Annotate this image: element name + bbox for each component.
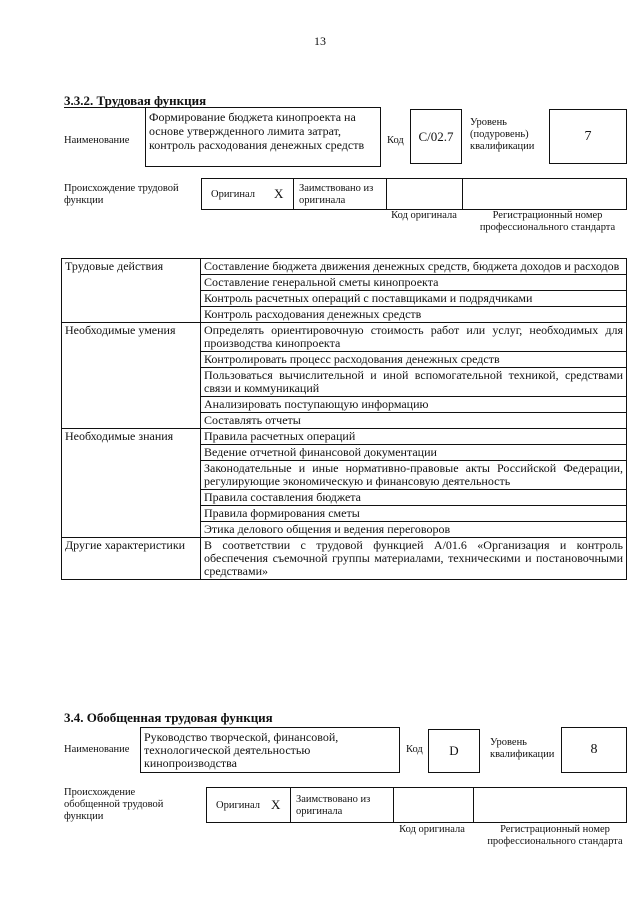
item-cell: Составление генеральной сметы кинопроекта	[201, 275, 627, 291]
original-mark: X	[274, 186, 284, 201]
level-label: Уровень (подуровень) квалификации	[470, 117, 535, 152]
code-label: Код	[387, 135, 404, 146]
level-value: 7	[549, 109, 627, 164]
name-label: Наименование	[64, 135, 130, 146]
origin-label: Происхождение трудовой функции	[64, 183, 179, 206]
code-label: Код	[406, 744, 423, 755]
name-value: Руководство творческой, финансовой, технологической деятельностью кинопроизводства	[144, 730, 339, 770]
code-value: C/02.7	[410, 109, 462, 164]
category-cell: Необходимые знания	[62, 429, 201, 538]
table-row	[62, 538, 627, 580]
divider	[290, 788, 291, 822]
divider	[393, 788, 394, 822]
item-cell: Составление бюджета движения денежных средств, бюджета доходов и расходов	[201, 259, 627, 275]
code-value: D	[428, 729, 480, 773]
code-original-caption: Код оригинала	[391, 210, 457, 221]
item-cell: Правила формирования сметы	[201, 506, 627, 522]
original-label: Оригинал	[216, 800, 260, 811]
name-label: Наименование	[64, 744, 130, 755]
divider	[293, 179, 294, 209]
name-value: Формирование бюджета кинопроекта на основе утвержденного лимита затрат, контроль расходования денежных средств	[149, 110, 365, 152]
item-cell: Ведение отчетной финансовой документации	[201, 445, 627, 461]
divider	[473, 788, 474, 822]
borrowed-label: Заимствовано из оригинала	[299, 183, 374, 206]
reg-number-caption: Регистрационный номер профессионального стандарта	[487, 824, 623, 847]
item-cell: Контролировать процесс расходования денежных средств	[201, 352, 627, 368]
section-heading: 3.3.2. Трудовая функция	[64, 93, 207, 108]
category-cell: Трудовые действия	[62, 259, 201, 323]
divider	[462, 179, 463, 209]
item-cell: Анализировать поступающую информацию	[201, 397, 627, 413]
original-mark: X	[271, 797, 281, 812]
item-cell: В соответствии с трудовой функцией А/01.6 «Организация и контроль обеспечения съемочной группы материалами, техническими и постановочными средствами»	[201, 538, 627, 580]
competency-table	[61, 258, 627, 580]
item-cell: Пользоваться вычислительной и иной вспомогательной техникой, средствами связи и коммуникаций	[201, 368, 627, 397]
origin-label: Происхождение обобщенной трудовой функции	[64, 787, 164, 822]
level-label: Уровень квалификации	[490, 737, 555, 760]
section-heading: 3.4. Обобщенная трудовая функция	[64, 710, 273, 725]
item-cell: Правила составления бюджета	[201, 490, 627, 506]
level-value: 8	[561, 727, 627, 773]
category-cell: Другие характеристики	[62, 538, 201, 580]
code-original-caption: Код оригинала	[399, 824, 465, 835]
origin-box	[206, 787, 627, 823]
item-cell: Определять ориентировочную стоимость работ или услуг, необходимых для производства кинопроекта	[201, 323, 627, 352]
borrowed-label: Заимствовано из оригинала	[296, 794, 371, 817]
item-cell: Составлять отчеты	[201, 413, 627, 429]
category-cell: Необходимые умения	[62, 323, 201, 429]
item-cell: Контроль расходования денежных средств	[201, 307, 627, 323]
name-value-box	[140, 727, 400, 773]
item-cell: Правила расчетных операций	[201, 429, 627, 445]
item-cell: Этика делового общения и ведения переговоров	[201, 522, 627, 538]
table-row	[62, 429, 627, 445]
origin-box	[201, 178, 627, 210]
name-value-box	[145, 107, 381, 167]
item-cell: Законодательные и иные нормативно-правовые акты Российской Федерации, регулирующие экономическую и финансовую деятельность	[201, 461, 627, 490]
table-row	[62, 259, 627, 275]
divider	[386, 179, 387, 209]
page-number: 13	[314, 34, 326, 48]
item-cell: Контроль расчетных операций с поставщиками и подрядчиками	[201, 291, 627, 307]
original-label: Оригинал	[211, 189, 255, 200]
table-row	[62, 323, 627, 352]
reg-number-caption: Регистрационный номер профессионального стандарта	[479, 210, 616, 233]
